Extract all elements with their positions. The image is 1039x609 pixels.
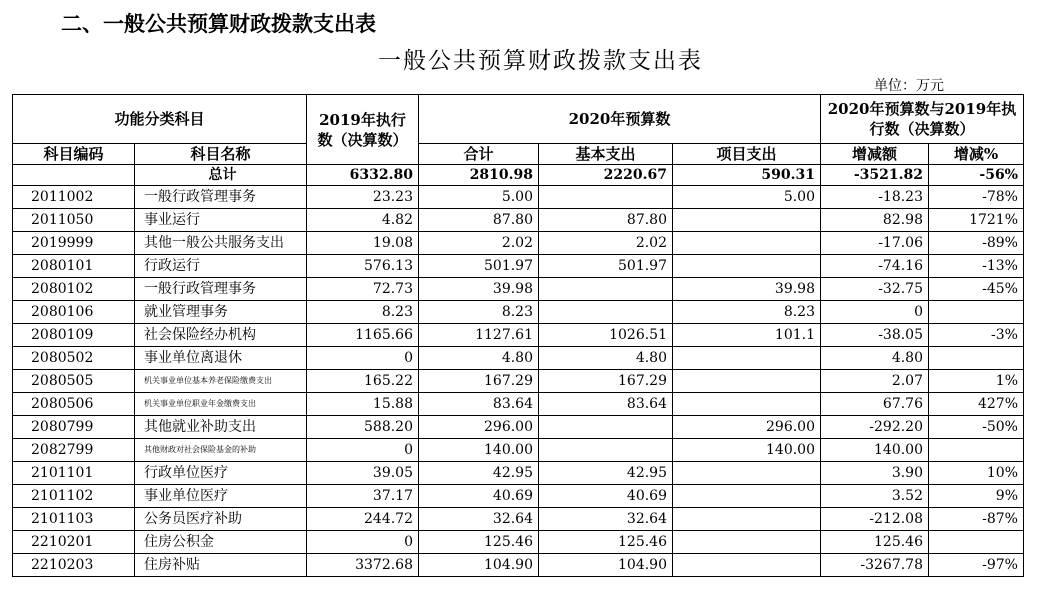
row-name: 机关事业单位职业年金缴费支出 <box>135 393 307 416</box>
table-row <box>13 531 1024 554</box>
header-basic: 基本支出 <box>539 144 673 165</box>
row-project <box>673 347 821 370</box>
row-pct: -78% <box>929 186 1024 209</box>
row-pct: 427% <box>929 393 1024 416</box>
row-change: 3.90 <box>821 462 929 485</box>
row-name: 行政运行 <box>135 255 307 278</box>
row-project: 296.00 <box>673 416 821 439</box>
row-name: 社会保险经办机构 <box>135 324 307 347</box>
row-pct: -87% <box>929 508 1024 531</box>
header-exec-2019: 2019年执行数（决算数） <box>307 95 419 165</box>
row-basic <box>539 278 673 301</box>
row-change: 2.07 <box>821 370 929 393</box>
header-category: 功能分类科目 <box>13 95 307 144</box>
header-code: 科目编码 <box>13 144 135 165</box>
row-total: 140.00 <box>419 439 539 462</box>
row-project: 8.23 <box>673 301 821 324</box>
row-code: 2210201 <box>13 531 135 554</box>
row-name: 事业运行 <box>135 209 307 232</box>
row-pct <box>929 301 1024 324</box>
row-name: 其他就业补助支出 <box>135 416 307 439</box>
row-change: -17.06 <box>821 232 929 255</box>
row-pct <box>929 347 1024 370</box>
table-row <box>13 255 1024 278</box>
row-code: 2080799 <box>13 416 135 439</box>
total-sum: 2810.98 <box>419 165 539 186</box>
row-total: 1127.61 <box>419 324 539 347</box>
row-code: 2082799 <box>13 439 135 462</box>
row-name: 行政单位医疗 <box>135 462 307 485</box>
row-total: 32.64 <box>419 508 539 531</box>
row-name: 住房公积金 <box>135 531 307 554</box>
row-name: 住房补贴 <box>135 554 307 577</box>
row-pct: 1% <box>929 370 1024 393</box>
row-code: 2080106 <box>13 301 135 324</box>
row-basic: 32.64 <box>539 508 673 531</box>
table-row <box>13 439 1024 462</box>
row-code: 2210203 <box>13 554 135 577</box>
row-pct <box>929 439 1024 462</box>
row-exec-2019: 23.23 <box>307 186 419 209</box>
row-project <box>673 554 821 577</box>
row-project <box>673 462 821 485</box>
row-exec-2019: 588.20 <box>307 416 419 439</box>
header-change: 增减额 <box>821 144 929 165</box>
row-exec-2019: 8.23 <box>307 301 419 324</box>
row-basic: 501.97 <box>539 255 673 278</box>
row-code: 2011050 <box>13 209 135 232</box>
table-row <box>13 508 1024 531</box>
row-change: 3.52 <box>821 485 929 508</box>
section-title: 二、一般公共预算财政拨款支出表 <box>61 12 376 36</box>
row-pct: -13% <box>929 255 1024 278</box>
row-total: 40.69 <box>419 485 539 508</box>
row-change: -212.08 <box>821 508 929 531</box>
row-basic: 40.69 <box>539 485 673 508</box>
row-change: -74.16 <box>821 255 929 278</box>
row-total: 296.00 <box>419 416 539 439</box>
row-exec-2019: 1165.66 <box>307 324 419 347</box>
row-code: 2101102 <box>13 485 135 508</box>
header-name: 科目名称 <box>135 144 307 165</box>
row-basic <box>539 186 673 209</box>
total-label: 总计 <box>135 165 307 186</box>
row-total: 83.64 <box>419 393 539 416</box>
row-code: 2080506 <box>13 393 135 416</box>
header-compare: 2020年预算数与2019年执行数（决算数） <box>821 95 1024 144</box>
header-project: 项目支出 <box>673 144 821 165</box>
row-total: 501.97 <box>419 255 539 278</box>
table-row <box>13 232 1024 255</box>
row-change: 4.80 <box>821 347 929 370</box>
total-change: -3521.82 <box>821 165 929 186</box>
row-exec-2019: 37.17 <box>307 485 419 508</box>
row-basic <box>539 439 673 462</box>
header-row-2 <box>13 144 1024 165</box>
row-name: 一般行政管理事务 <box>135 186 307 209</box>
row-exec-2019: 15.88 <box>307 393 419 416</box>
row-total: 39.98 <box>419 278 539 301</box>
row-exec-2019: 4.82 <box>307 209 419 232</box>
table-row <box>13 554 1024 577</box>
row-code: 2011002 <box>13 186 135 209</box>
row-exec-2019: 19.08 <box>307 232 419 255</box>
row-total: 8.23 <box>419 301 539 324</box>
row-change: 0 <box>821 301 929 324</box>
total-exec-2019: 6332.80 <box>307 165 419 186</box>
row-total: 87.80 <box>419 209 539 232</box>
table-row <box>13 416 1024 439</box>
row-project: 39.98 <box>673 278 821 301</box>
table-row <box>13 370 1024 393</box>
row-pct: 9% <box>929 485 1024 508</box>
total-row <box>13 165 1024 186</box>
row-name: 其他一般公共服务支出 <box>135 232 307 255</box>
row-pct: -97% <box>929 554 1024 577</box>
header-budget-2020: 2020年预算数 <box>419 95 821 144</box>
row-basic: 1026.51 <box>539 324 673 347</box>
row-change: 82.98 <box>821 209 929 232</box>
row-total: 104.90 <box>419 554 539 577</box>
row-pct: -50% <box>929 416 1024 439</box>
row-change: 140.00 <box>821 439 929 462</box>
row-name: 一般行政管理事务 <box>135 278 307 301</box>
row-name: 就业管理事务 <box>135 301 307 324</box>
table-row <box>13 209 1024 232</box>
row-basic: 104.90 <box>539 554 673 577</box>
row-project <box>673 393 821 416</box>
row-change: -32.75 <box>821 278 929 301</box>
row-project <box>673 485 821 508</box>
row-code: 2080502 <box>13 347 135 370</box>
row-exec-2019: 0 <box>307 347 419 370</box>
row-name: 事业单位医疗 <box>135 485 307 508</box>
row-name: 机关事业单位基本养老保险缴费支出 <box>135 370 307 393</box>
table-row <box>13 324 1024 347</box>
row-code: 2101103 <box>13 508 135 531</box>
row-exec-2019: 576.13 <box>307 255 419 278</box>
row-basic: 83.64 <box>539 393 673 416</box>
table-row <box>13 347 1024 370</box>
row-change: -18.23 <box>821 186 929 209</box>
row-exec-2019: 0 <box>307 439 419 462</box>
table-row <box>13 462 1024 485</box>
row-basic: 4.80 <box>539 347 673 370</box>
row-total: 5.00 <box>419 186 539 209</box>
row-project <box>673 370 821 393</box>
row-exec-2019: 39.05 <box>307 462 419 485</box>
row-exec-2019: 0 <box>307 531 419 554</box>
row-project: 101.1 <box>673 324 821 347</box>
table-row <box>13 393 1024 416</box>
row-code: 2080109 <box>13 324 135 347</box>
row-total: 125.46 <box>419 531 539 554</box>
row-total: 4.80 <box>419 347 539 370</box>
row-exec-2019: 3372.68 <box>307 554 419 577</box>
row-change: 67.76 <box>821 393 929 416</box>
row-basic: 125.46 <box>539 531 673 554</box>
row-basic <box>539 301 673 324</box>
row-pct: 1721% <box>929 209 1024 232</box>
table-row <box>13 485 1024 508</box>
table-row <box>13 186 1024 209</box>
row-total: 2.02 <box>419 232 539 255</box>
row-project <box>673 209 821 232</box>
table-row <box>13 278 1024 301</box>
row-change: -38.05 <box>821 324 929 347</box>
row-code: 2080101 <box>13 255 135 278</box>
row-code: 2080102 <box>13 278 135 301</box>
row-project: 140.00 <box>673 439 821 462</box>
header-total: 合计 <box>419 144 539 165</box>
row-basic: 42.95 <box>539 462 673 485</box>
row-pct: -89% <box>929 232 1024 255</box>
row-basic <box>539 416 673 439</box>
row-name: 公务员医疗补助 <box>135 508 307 531</box>
row-name: 其他财政对社会保险基金的补助 <box>135 439 307 462</box>
row-pct: 10% <box>929 462 1024 485</box>
row-project <box>673 531 821 554</box>
row-total: 167.29 <box>419 370 539 393</box>
row-name: 事业单位离退休 <box>135 347 307 370</box>
row-basic: 2.02 <box>539 232 673 255</box>
row-project <box>673 508 821 531</box>
total-pct: -56% <box>929 165 1024 186</box>
total-basic: 2220.67 <box>539 165 673 186</box>
total-code-cell <box>13 165 135 186</box>
row-change: -3267.78 <box>821 554 929 577</box>
row-project <box>673 232 821 255</box>
row-pct <box>929 531 1024 554</box>
row-code: 2080505 <box>13 370 135 393</box>
row-code: 2101101 <box>13 462 135 485</box>
budget-table <box>12 94 1024 577</box>
total-project: 590.31 <box>673 165 821 186</box>
row-exec-2019: 165.22 <box>307 370 419 393</box>
row-exec-2019: 244.72 <box>307 508 419 531</box>
row-project <box>673 255 821 278</box>
row-pct: -45% <box>929 278 1024 301</box>
row-basic: 87.80 <box>539 209 673 232</box>
row-code: 2019999 <box>13 232 135 255</box>
table-row <box>13 301 1024 324</box>
row-change: 125.46 <box>821 531 929 554</box>
row-change: -292.20 <box>821 416 929 439</box>
unit-label: 单位：万元 <box>874 78 944 94</box>
row-total: 42.95 <box>419 462 539 485</box>
row-basic: 167.29 <box>539 370 673 393</box>
header-pct: 增减% <box>929 144 1024 165</box>
row-pct: -3% <box>929 324 1024 347</box>
row-project: 5.00 <box>673 186 821 209</box>
page-title: 一般公共预算财政拨款支出表 <box>378 48 703 74</box>
row-exec-2019: 72.73 <box>307 278 419 301</box>
